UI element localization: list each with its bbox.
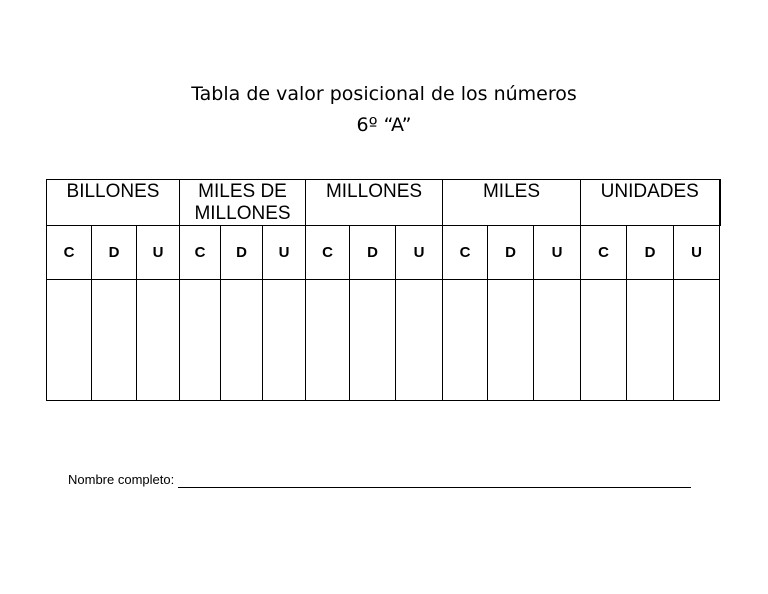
entry-cell[interactable] (488, 280, 534, 401)
document-subtitle: 6º “A” (356, 114, 412, 136)
digit-label-c: C (581, 226, 627, 280)
group-header-row (47, 180, 720, 226)
entry-cell[interactable] (47, 280, 92, 401)
digit-label-u: U (534, 226, 581, 280)
digit-label-u: U (263, 226, 306, 280)
digit-label-c: C (47, 226, 92, 280)
entry-cell[interactable] (306, 280, 350, 401)
entry-cell[interactable] (263, 280, 306, 401)
group-header-millones: MILLONES (306, 180, 443, 226)
group-header-unidades: UNIDADES (581, 180, 720, 226)
entry-cell[interactable] (627, 280, 674, 401)
entry-row (47, 280, 720, 401)
digit-label-d: D (488, 226, 534, 280)
digit-label-c: C (443, 226, 488, 280)
entry-cell[interactable] (443, 280, 488, 401)
digit-label-c: C (180, 226, 221, 280)
entry-cell[interactable] (92, 280, 137, 401)
group-header-billones: BILLONES (47, 180, 180, 226)
digit-label-u: U (396, 226, 443, 280)
entry-cell[interactable] (137, 280, 180, 401)
digit-label-d: D (221, 226, 263, 280)
digit-label-d: D (627, 226, 674, 280)
digit-label-d: D (92, 226, 137, 280)
digit-label-u: U (674, 226, 720, 280)
document-title: Tabla de valor posicional de los números (191, 83, 577, 105)
name-label: Nombre completo: (68, 472, 175, 487)
entry-cell[interactable] (581, 280, 627, 401)
digit-label-u: U (137, 226, 180, 280)
entry-cell[interactable] (396, 280, 443, 401)
group-header-miles: MILES (443, 180, 581, 226)
group-header-miles-de-millones: MILES DE MILLONES (180, 180, 306, 226)
place-value-table (46, 179, 721, 401)
entry-cell[interactable] (534, 280, 581, 401)
name-field-row (68, 472, 691, 488)
entry-cell[interactable] (674, 280, 720, 401)
entry-cell[interactable] (180, 280, 221, 401)
digit-label-d: D (350, 226, 396, 280)
entry-cell[interactable] (350, 280, 396, 401)
name-blank-line[interactable] (178, 473, 691, 488)
entry-cell[interactable] (221, 280, 263, 401)
digit-header-row (47, 226, 720, 280)
digit-label-c: C (306, 226, 350, 280)
